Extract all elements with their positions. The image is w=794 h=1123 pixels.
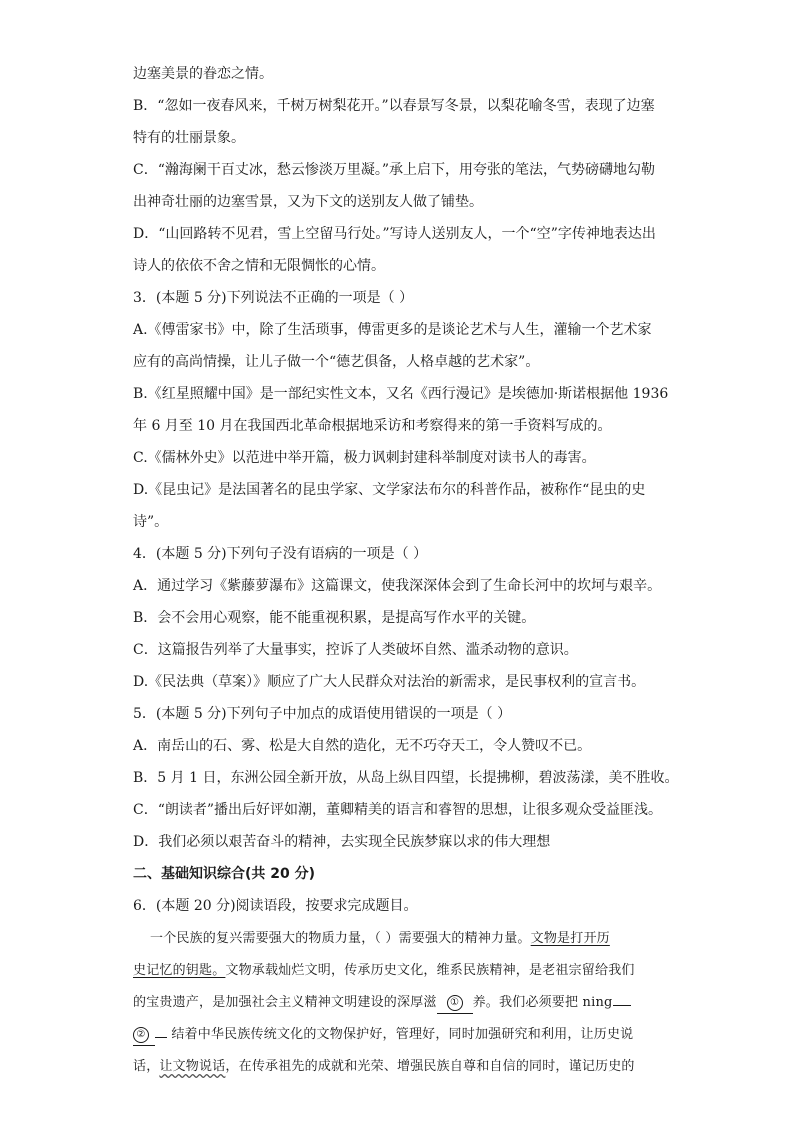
blank-2	[133, 1025, 155, 1046]
wavy-underlined-text: 让文物说话	[159, 1059, 226, 1074]
q5-option-d: D．我们必须以艰苦奋斗的精神，去实现全民族梦寐以求的伟大理想	[133, 834, 551, 850]
passage-text: 话，	[133, 1059, 160, 1074]
q4-option-c: C．这篇报告列举了大量事实，控诉了人类破坏自然、滥杀动物的意识。	[133, 642, 578, 658]
text-line: 年 6 月至 10 月在我国西北革命根据地采访和考察得来的第一手资料写成的。	[133, 418, 612, 434]
passage-text: 一个民族的复兴需要强大的物质力量，（ ）需要强大的精神力量。	[150, 931, 531, 946]
text-line: 诗人的依依不舍之情和无限惆怅的心情。	[133, 258, 385, 274]
blank-1	[437, 993, 473, 1014]
text-line: 出神奇壮丽的边塞雪景，又为下文的送别友人做了铺垫。	[133, 194, 483, 210]
q3-option-a: A.《傅雷家书》中，除了生活琐事，傅雷更多的是谈论艺术与人生，灌输一个艺术家	[133, 322, 652, 338]
passage-line-2	[133, 961, 663, 981]
section-heading: 二、基础知识综合(共 20 分)	[133, 866, 316, 882]
blank-line	[155, 1037, 167, 1038]
text-line: 特有的壮丽景象。	[133, 130, 245, 146]
q3-option-c: C.《儒林外史》以范进中举开篇，极力讽刺封建科举制度对读书人的毒害。	[133, 450, 596, 466]
text-line: 应有的高尚情操，让儿子做一个“德艺俱备，人格卓越的艺术家”。	[133, 354, 540, 370]
option-d-text: D．“山回路转不见君，雪上空留马行处。”写诗人送别友人，一个“空”字传神地表达出	[133, 226, 656, 242]
q4-option-b: B．会不会用心观察，能不能重视积累，是提高写作水平的关键。	[133, 610, 536, 626]
passage-line-1	[150, 929, 665, 949]
passage-text: 结着中华民族传统文化的文物保护好，管理好，同时加强研究和利用，让历史说	[171, 1027, 634, 1042]
question-6-stem: 6．(本题 20 分)阅读语段，按要求完成题目。	[133, 898, 418, 914]
option-c-text: C．“瀚海阑干百丈冰，愁云惨淡万里凝。”承上启下，用夸张的笔法，气势磅礴地勾勒	[133, 162, 656, 178]
circled-number: ①	[447, 995, 463, 1011]
question-5-stem: 5．(本题 5 分)下列句子中加点的成语使用错误的一项是（ ）	[133, 706, 512, 722]
question-3-stem: 3．(本题 5 分)下列说法不正确的一项是（ ）	[133, 290, 414, 306]
q5-option-b: B．5 月 1 日，东洲公园全新开放，从岛上纵目四望，长提拂柳，碧波荡漾，美不胜收。	[133, 770, 679, 786]
circled-number: ②	[133, 1027, 149, 1043]
q3-option-d: D.《昆虫记》是法国著名的昆虫学家、文学家法布尔的科普作品，被称作“昆虫的史	[133, 482, 646, 498]
q4-option-d: D.《民法典（草案）》顺应了广大人民群众对法治的新需求，是民事权利的宣言书。	[133, 674, 646, 690]
text-line: 诗”。	[133, 514, 169, 530]
passage-line-3	[133, 993, 663, 1014]
passage-text: ，在传承祖先的成就和光荣、增强民族自尊和自信的同时，谨记历史的	[225, 1059, 635, 1074]
blank-line	[613, 1005, 631, 1006]
q5-option-c: C．“朗读者”播出后好评如潮，董卿精美的语言和睿智的思想，让很多观众受益匪浅。	[133, 802, 663, 818]
underlined-text: 史记忆的钥匙。	[133, 963, 226, 978]
q4-option-a: A．通过学习《紫藤萝瀑布》这篇课文，使我深深体会到了生命长河中的坎坷与艰辛。	[133, 578, 662, 594]
q5-option-a: A．南岳山的石、雾、松是大自然的造化，无不巧夺天工，令人赞叹不已。	[133, 738, 592, 754]
passage-text: 的宝贵遗产，是加强社会主义精神文明建设的深厚滋	[133, 995, 437, 1010]
question-4-stem: 4．(本题 5 分)下列句子没有语病的一项是（ ）	[133, 546, 428, 562]
passage-line-5	[133, 1057, 663, 1077]
underlined-text: 文物是打开历	[530, 931, 610, 946]
text-line: 边塞美景的眷恋之情。	[133, 66, 273, 82]
passage-text: 文物承载灿烂文明，传承历史文化，维系民族精神，是老祖宗留给我们	[225, 963, 635, 978]
passage-text: 养。我们必须要把 ning	[472, 995, 613, 1010]
passage-line-4	[133, 1025, 663, 1046]
q3-option-b: B.《红星照耀中国》是一部纪实性文本，又名《西行漫记》是埃德加·斯诺根据他 1936	[133, 386, 669, 402]
option-b-text: B．“忽如一夜春风来，千树万树梨花开。”以春景写冬景，以梨花喻冬雪，表现了边塞	[133, 98, 655, 114]
